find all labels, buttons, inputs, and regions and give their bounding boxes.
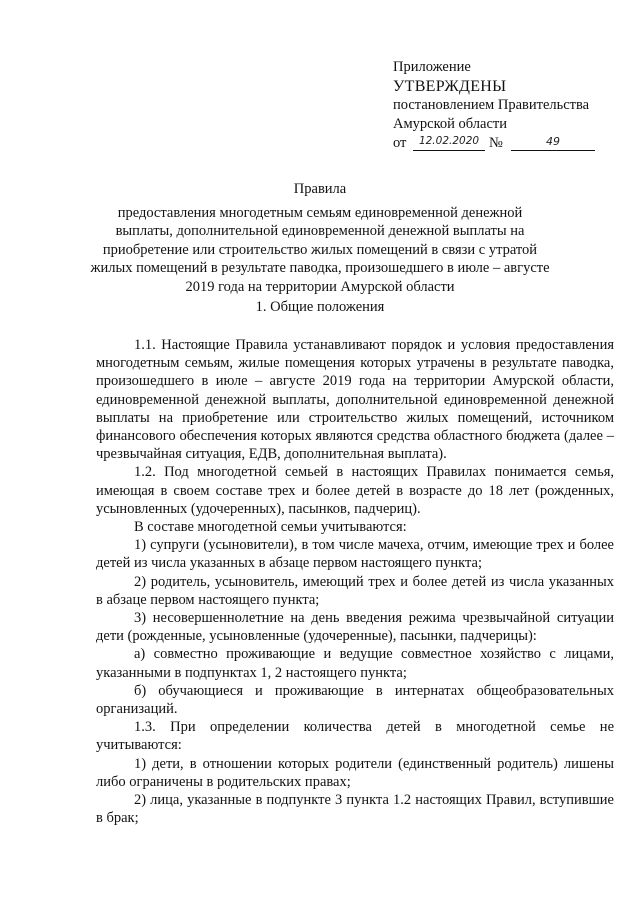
- handwritten-date: 12.02.2020: [413, 133, 485, 151]
- paragraph: 3) несовершеннолетние на день введения режима чрезвычайной ситуации дети (рожденные, усыновленные (удочеренные), пасынки, падчерицы):: [96, 610, 614, 645]
- title-main: Правила: [293, 181, 347, 197]
- document-title: [90, 180, 550, 296]
- paragraph: 1.1. Настоящие Правила устанавливают порядок и условия предоставления многодетным семьям, жилые помещения которых утрачены в результате паводка, произошедшего в июле – августе 2019 года на территории Амурской области, единовременной денежной выплаты, дополнительной единовременной денежной выплаты на приобретение или строительство жилых помещений, источником финансового обеспечения которых являются средства областного бюджета (далее – чрезвычайная ситуация, ЕДВ, дополнительная выплата).: [96, 337, 614, 463]
- paragraph: а) совместно проживающие и ведущие совместное хозяйство с лицами, указанными в подпунктах 1, 2 настоящего пункта;: [96, 646, 614, 681]
- handwritten-number: 49: [511, 133, 595, 151]
- paragraph: 2) лица, указанные в подпункте 3 пункта 1.2 настоящих Правил, вступившие в брак;: [96, 792, 614, 827]
- title-subtitle: предоставления многодетным семьям единовременной денежной выплаты, дополнительной единовременной денежной выплаты на приобретение или строительство жилых помещений в связи с утратой жилых помещений в результате паводка, произошедшего в июле – августе 2019 года на территории Амурской области: [90, 204, 550, 295]
- number-sign: №: [489, 135, 503, 151]
- resolution-label: постановлением Правительства: [393, 97, 590, 113]
- region-label: Амурской области: [393, 116, 507, 132]
- body-text: [96, 336, 614, 827]
- section-heading: 1. Общие положения: [255, 299, 385, 315]
- paragraph: 1) супруги (усыновители), в том числе мачеха, отчим, имеющие трех и более детей из числа указанных в абзаце первом настоящего пункта;: [96, 537, 614, 572]
- paragraph: В составе многодетной семьи учитываются:: [134, 519, 407, 536]
- appendix-label: Приложение: [393, 59, 471, 75]
- approval-block: [393, 58, 623, 154]
- date-prefix: от: [393, 135, 407, 151]
- paragraph: б) обучающиеся и проживающие в интернатах общеобразовательных организаций.: [96, 682, 614, 718]
- paragraph: 2) родитель, усыновитель, имеющий трех и более детей из числа указанных в абзаце первом настоящего пункта;: [96, 573, 614, 608]
- date-number-row: [393, 134, 623, 154]
- paragraph: 1.2. Под многодетной семьей в настоящих Правилах понимается семья, имеющая в своем составе трех и более детей в возрасте до 18 лет (рожденных, усыновленных (удочеренных), пасынков, падчериц).: [96, 464, 614, 517]
- paragraph: 1) дети, в отношении которых родители (единственный родитель) лишены либо ограничены в родительских правах;: [96, 755, 614, 790]
- approved-label: УТВЕРЖДЕНЫ: [393, 78, 507, 95]
- paragraph: 1.3. При определении количества детей в многодетной семье не учитываются:: [96, 719, 614, 754]
